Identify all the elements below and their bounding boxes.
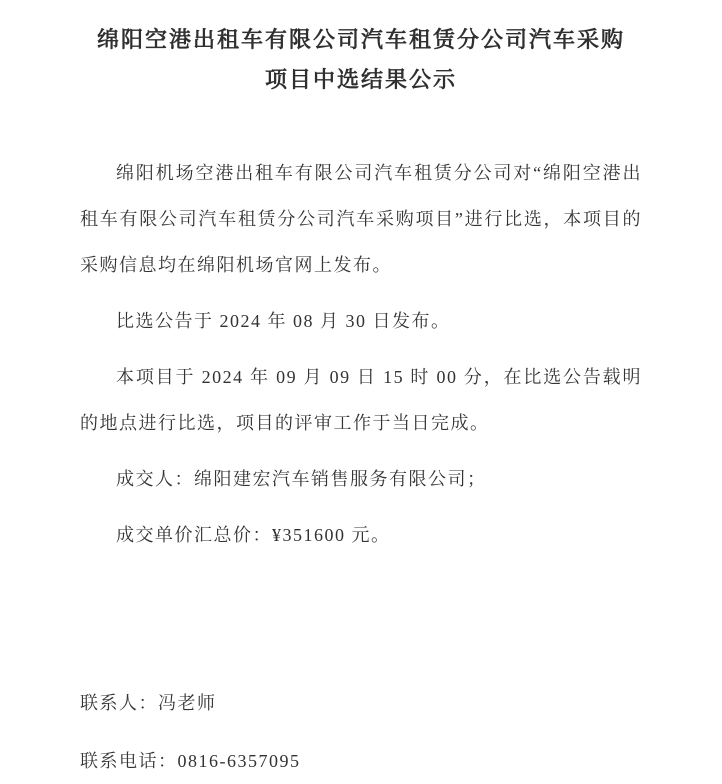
- title-line-2: 项目中选结果公示: [264, 67, 457, 92]
- contact-person-line: [80, 680, 642, 726]
- contact-phone-label: 联系电话：: [80, 751, 178, 771]
- contact-person-label: 联系人：: [80, 693, 158, 713]
- paragraph-selection-event: 本项目于 2024 年 09 月 09 日 15 时 00 分，在比选公告载明的地点进行比选，项目的评审工作于当日完成。: [80, 367, 642, 433]
- contact-info: [80, 680, 642, 784]
- paragraph-announcement-date: 比选公告于 2024 年 08 月 30 日发布。: [116, 311, 451, 331]
- contact-person-value: 冯老师: [158, 693, 217, 713]
- page-title: [80, 20, 642, 100]
- notice-body: [80, 150, 642, 558]
- paragraph-total-price: 成交单价汇总价：¥351600 元。: [116, 525, 391, 545]
- paragraph-project-intro: 绵阳机场空港出租车有限公司汽车租赁分公司对“绵阳空港出租车有限公司汽车租赁分公司汽车采购项目”进行比选，本项目的采购信息均在绵阳机场官网上发布。: [80, 163, 642, 275]
- contact-phone-value: 0816-6357095: [177, 751, 301, 771]
- paragraph-winning-bidder: 成交人：绵阳建宏汽车销售服务有限公司；: [116, 469, 487, 489]
- title-line-1: 绵阳空港出租车有限公司汽车租赁分公司汽车采购: [96, 27, 625, 52]
- contact-phone-line: [80, 738, 642, 784]
